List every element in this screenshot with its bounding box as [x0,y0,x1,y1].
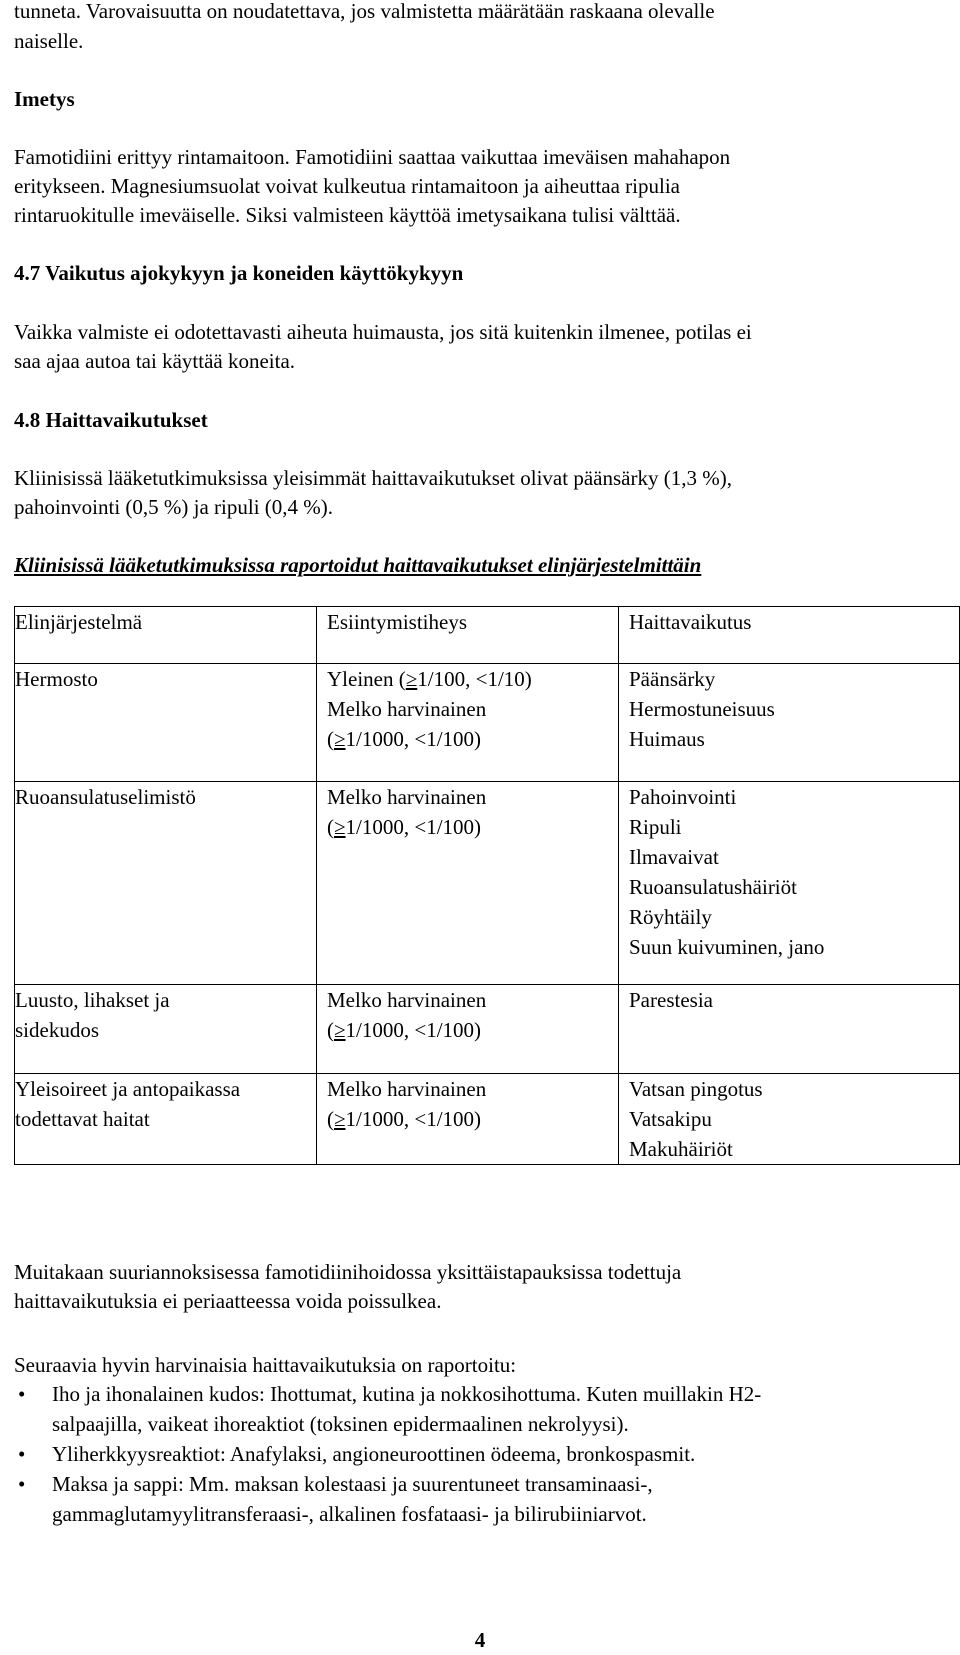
after-table-line-2: haittavaikutuksia ei periaatteessa voida poissulkea. [14,1289,442,1313]
freq-line: Melko harvinainen [327,785,487,809]
section-4-7-line-2: saa ajaa autoa tai käyttää koneita. [14,349,296,373]
row-organ: Luusto, lihakset ja sidekudos [15,985,317,1074]
list-item: • Yliherkkyysreaktiot: Anafylaksi, angioneuroottinen ödeema, bronkospasmit. [14,1439,959,1469]
table-title: Kliinisissä lääketutkimuksissa raportoidut haittavaikutukset elinjärjestelmittäin [14,553,702,577]
row-effects: Vatsan pingotus Vatsakipu Makuhäiriöt [619,1074,960,1165]
section-4-7-line-1: Vaikka valmiste ei odotettavasti aiheuta huimausta, jos sitä kuitenkin ilmenee, potilas ei [14,320,752,344]
after-table-line-1: Muitakaan suuriannoksisessa famotidiinihoidossa yksittäistapauksissa todettuja [14,1260,682,1284]
table-row [15,664,960,782]
freq-line: (≥1/1000, <1/100) [327,727,482,751]
list-item: • Iho ja ihonalainen kudos: Ihottumat, kutina ja nokkosihottuma. Kuten muillakin H2- salpaajilla, vaikeat ihoreaktiot (toksinen epidermaalinen nekrolyysi). [14,1379,959,1439]
freq-line: (≥1/1000, <1/100) [327,1018,482,1042]
list-item: • Maksa ja sappi: Mm. maksan kolestaasi ja suurentuneet transaminaasi-, gammaglutamyylitransferaasi-, alkalinen fosfataasi- ja bilirubiiniarvot. [14,1469,959,1529]
table-row [15,1074,960,1165]
bullet-icon: • [18,1442,26,1466]
row-frequency [317,664,619,782]
section-4-8-line-1: Kliinisissä lääketutkimuksissa yleisimmät haittavaikutukset olivat päänsärky (1,3 %), [14,466,732,490]
row-organ: Hermosto [15,664,317,782]
row-organ: Yleisoireet ja antopaikassa todettavat haitat [15,1074,317,1165]
breastfeeding-line-2: eritykseen. Magnesiumsuolat voivat kulkeutua rintamaitoon ja aiheuttaa ripulia [14,174,680,198]
row-effects: Parestesia [619,985,960,1074]
row-frequency [317,782,619,985]
freq-line: Melko harvinainen [327,988,487,1012]
intro-line-1: tunneta. Varovaisuutta on noudatettava, jos valmistetta määrätään raskaana olevalle [14,0,715,23]
breastfeeding-line-3: rintaruokitulle imeväiselle. Siksi valmisteen käyttöä imetysaikana tulisi välttää. [14,203,681,227]
row-effects: Pahoinvointi Ripuli Ilmavaivat Ruoansulatushäiriöt Röyhtäily Suun kuivuminen, jano [619,782,960,985]
freq-line: Melko harvinainen [327,1077,487,1101]
adverse-effects-table [14,606,960,1165]
table-row [15,782,960,985]
section-4-8-line-2: pahoinvointi (0,5 %) ja ripuli (0,4 %). [14,495,334,519]
bullet-icon: • [18,1382,26,1406]
header-frequency: Esiintymistiheys [317,607,619,664]
row-effects: Päänsärky Hermostuneisuus Huimaus [619,664,960,782]
header-effect: Haittavaikutus [619,607,960,664]
section-4-8-heading: 4.8 Haittavaikutukset [14,408,208,432]
breastfeeding-line-1: Famotidiini erittyy rintamaitoon. Famotidiini saattaa vaikuttaa imeväisen mahahapon [14,145,731,169]
freq-line: Melko harvinainen [327,697,487,721]
page-number: 4 [474,1628,486,1652]
bullet-icon: • [18,1472,26,1496]
freq-line: (≥1/1000, <1/100) [327,815,482,839]
row-frequency [317,985,619,1074]
header-organ: Elinjärjestelmä [15,607,317,664]
freq-line: (≥1/1000, <1/100) [327,1107,482,1131]
rare-effects-list [14,1379,959,1529]
section-4-7-heading: 4.7 Vaikutus ajokykyyn ja koneiden käyttökykyyn [14,261,464,285]
breastfeeding-heading: Imetys [14,87,75,111]
freq-line: Yleinen (≥1/100, <1/10) [327,667,532,691]
intro-line-2: naiselle. [14,29,84,53]
row-frequency [317,1074,619,1165]
table-header-row [15,607,960,664]
table-row [15,985,960,1074]
rare-intro: Seuraavia hyvin harvinaisia haittavaikutuksia on raportoitu: [14,1353,517,1377]
row-organ: Ruoansulatuselimistö [15,782,317,985]
